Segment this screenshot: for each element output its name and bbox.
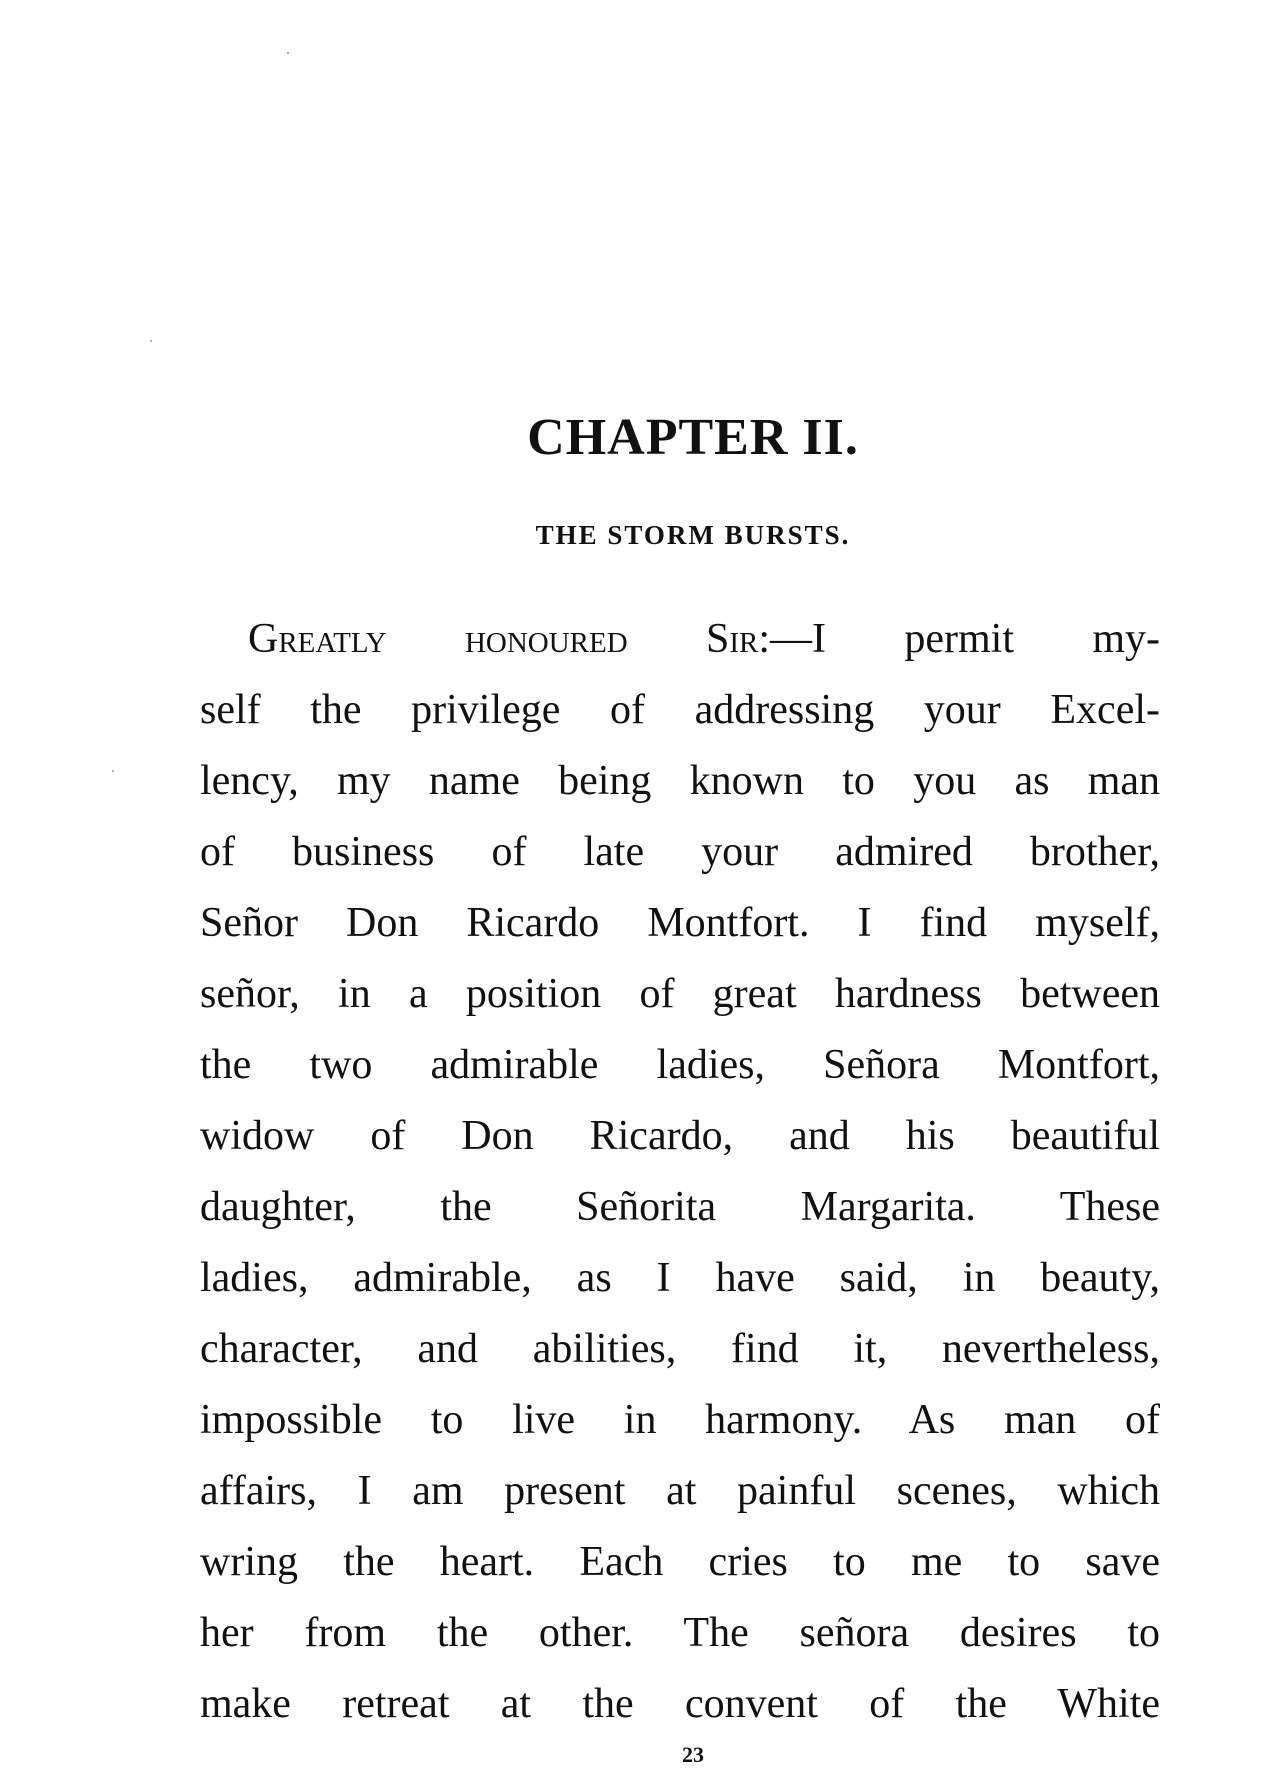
text-line: wring the heart. Each cries to me to save [200,1539,1160,1585]
text-line: character, and abilities, find it, nevertheless, [200,1326,1160,1372]
text-line: lency, my name being known to you as man [200,758,1160,804]
text-line: affairs, I am present at painful scenes, which [200,1468,1160,1514]
text-line: ladies, admirable, as I have said, in beauty, [200,1255,1160,1301]
text-line: the two admirable ladies, Señora Montfort, [200,1042,1160,1088]
text-line-1 [200,604,1160,675]
text-line: impossible to live in harmony. As man of [200,1397,1160,1443]
salutation-honoured: honoured [464,616,628,662]
text-line: Señor Don Ricardo Montfort. I find myself, [200,900,1160,946]
text-line: her from the other. The señora desires to [200,1610,1160,1656]
text-line: self the privilege of addressing your Excel- [200,687,1160,733]
body-text [200,604,1160,1740]
text-line: widow of Don Ricardo, and his beautiful [200,1113,1160,1159]
text-line: señor, in a position of great hardness between [200,971,1160,1017]
salutation-sir: Sir [706,616,759,662]
text-line: daughter, the Señorita Margarita. These [200,1184,1160,1230]
text-line: make retreat at the convent of the White [200,1681,1160,1727]
paper-speck [287,52,289,54]
text-line: of business of late your admired brother, [200,829,1160,875]
chapter-title: CHAPTER II. [527,409,859,466]
page-number: 23 [682,1742,704,1767]
salutation-rest: :—I permit my- [758,616,1160,662]
paper-speck [150,340,152,342]
paper-speck [112,770,114,772]
chapter-subtitle: THE STORM BURSTS. [535,520,851,550]
salutation-greatly: Greatly [248,616,387,662]
